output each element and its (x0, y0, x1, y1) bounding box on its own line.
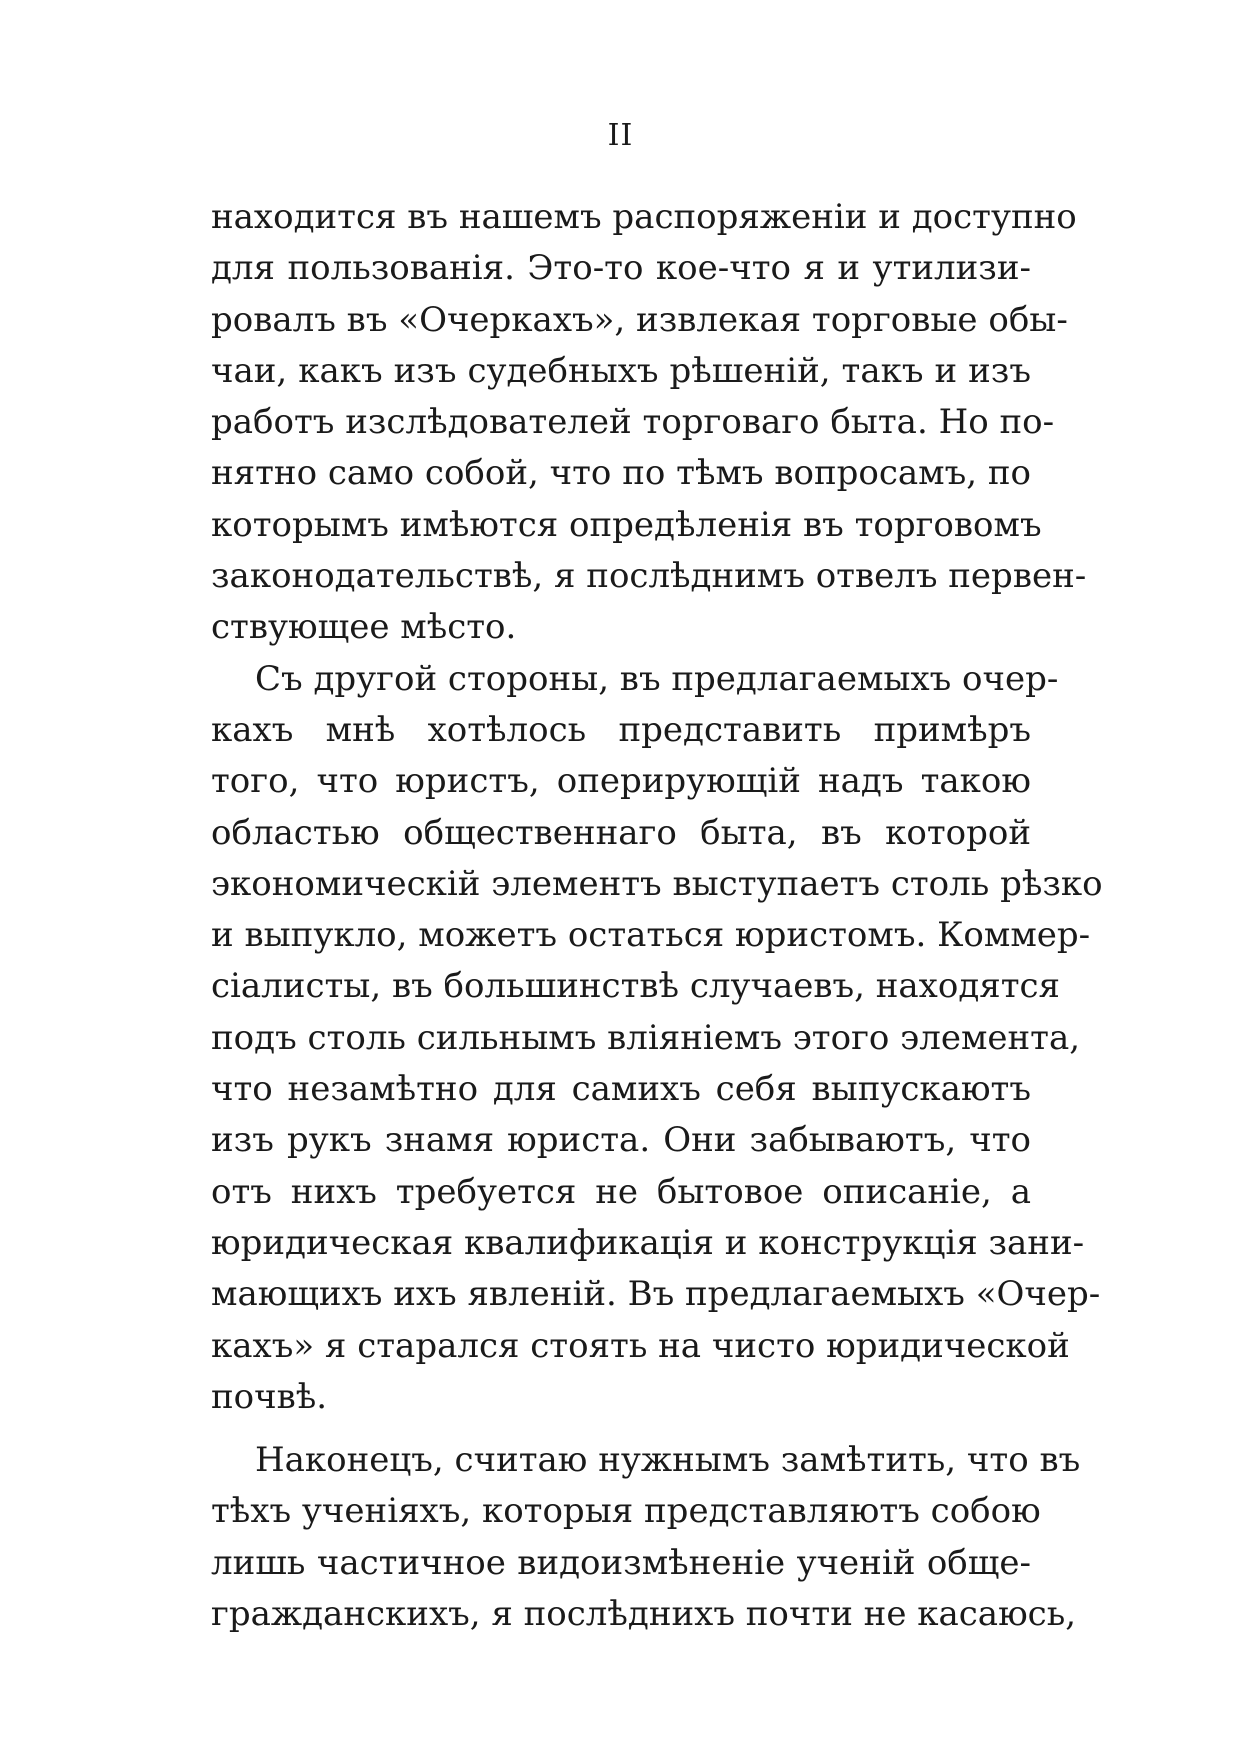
text-line: лишь частичное видоизмѣненіе ученій обще- (211, 1542, 1031, 1583)
text-line: чаи, какъ изъ судебныхъ рѣшеній, такъ и изъ (211, 350, 1031, 391)
text-line: для пользованія. Это-то кое-что я и утилизи- (211, 248, 1031, 289)
text-line: кахъ» я старался стоять на чисто юридической (211, 1325, 1070, 1366)
text-line: отъ нихъ требуется не бытовое описаніе, а (211, 1171, 1031, 1212)
text-line: тѣхъ ученіяхъ, которыя представляютъ собою (211, 1491, 1041, 1532)
text-line: Наконецъ, считаю нужнымъ замѣтить, что въ (255, 1440, 1081, 1481)
paragraph-3 (211, 1435, 1081, 1640)
text-line: почвѣ. (211, 1376, 328, 1417)
text-line: изъ рукъ знамя юриста. Они забываютъ, что (211, 1120, 1031, 1161)
text-line: сіалисты, въ большинствѣ случаевъ, находятся (211, 966, 1061, 1007)
text-line: экономическій элементъ выступаетъ столь рѣзко (211, 863, 1103, 904)
paragraph-spacer (211, 1423, 1031, 1435)
page-number: II (607, 118, 634, 153)
text-line: того, что юристъ, оперирующій надъ такою (211, 761, 1031, 802)
text-line: гражданскихъ, я послѣднихъ почти не касаюсь, (211, 1594, 1077, 1635)
text-line: областью общественнаго быта, въ которой (211, 812, 1031, 853)
paragraph-2 (211, 654, 1103, 1423)
text-line: которымъ имѣются опредѣленія въ торговомъ (211, 504, 1042, 545)
text-line: работъ изслѣдователей торговаго быта. Но по- (211, 402, 1055, 443)
text-line: находится въ нашемъ распоряженіи и доступно (211, 197, 1077, 237)
text-line: подъ столь сильнымъ вліяніемъ этого элемента, (211, 1017, 1081, 1058)
text-line: ровалъ въ «Очеркахъ», извлекая торговые обы- (211, 299, 1068, 340)
paragraph-1 (211, 192, 1087, 654)
text-line: ствующее мѣсто. (211, 607, 517, 648)
text-line: юридическая квалификація и конструкція зани- (211, 1222, 1085, 1263)
text-line: и выпукло, можетъ остаться юристомъ. Коммер- (211, 915, 1091, 956)
text-line: нятно само собой, что по тѣмъ вопросамъ, по (211, 453, 1031, 494)
text-line: что незамѣтно для самихъ себя выпускаютъ (211, 1069, 1031, 1110)
text-line: кахъ мнѣ хотѣлось представить примѣръ (211, 709, 1031, 750)
body-text (211, 192, 1103, 1640)
text-line: Съ другой стороны, въ предлагаемыхъ очер- (255, 658, 1059, 699)
text-line: мающихъ ихъ явленій. Въ предлагаемыхъ «Очер- (211, 1274, 1101, 1315)
text-line: законодательствѣ, я послѣднимъ отвелъ первен- (211, 556, 1087, 597)
